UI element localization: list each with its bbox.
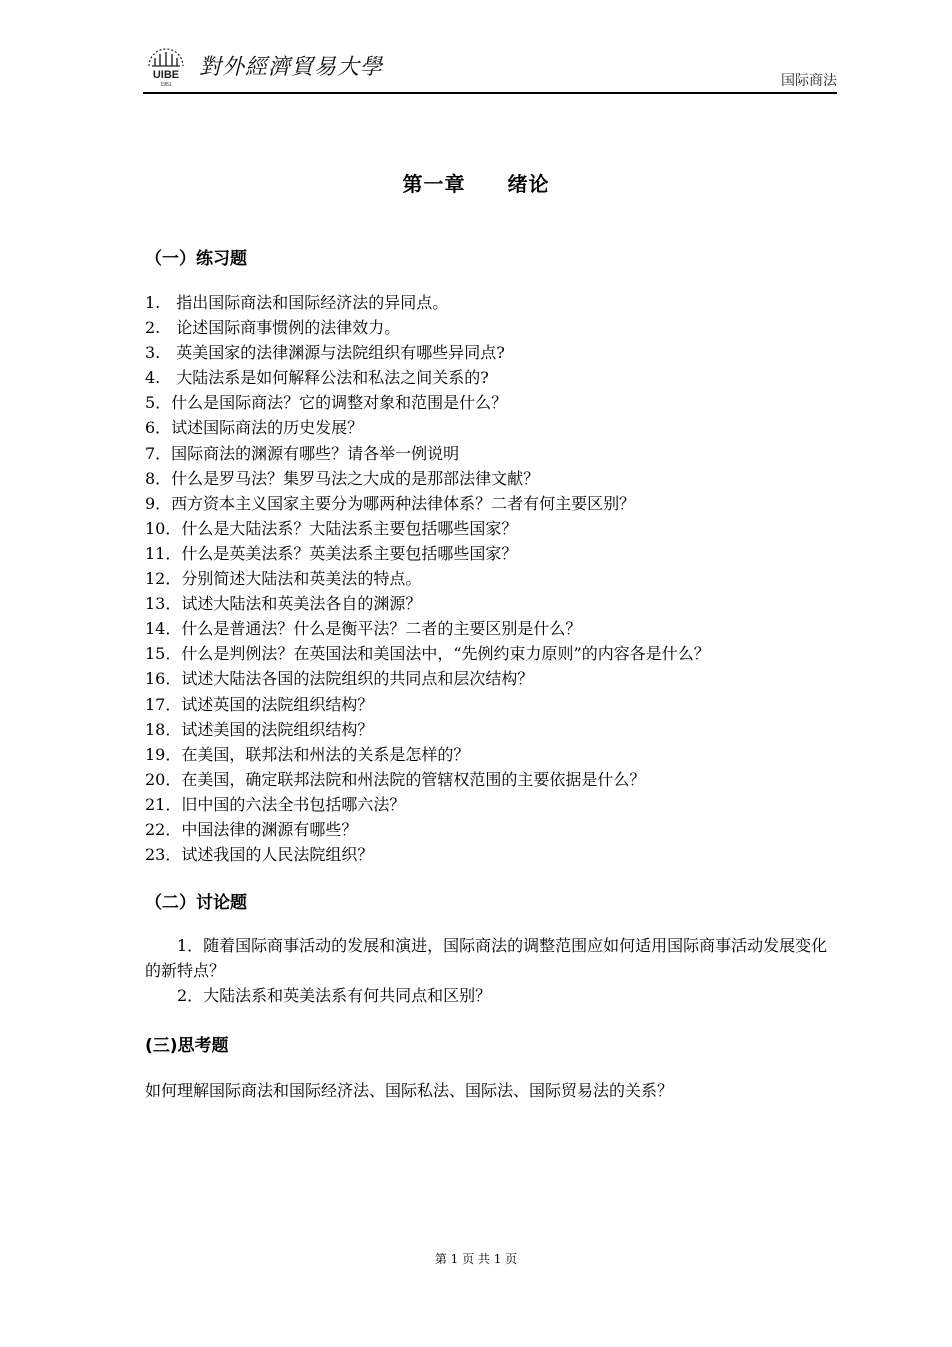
section-discussion-heading: （二）讨论题	[145, 893, 247, 913]
question-item: 11．什么是英美法系？英美法系主要包括哪些国家？	[145, 543, 518, 563]
question-item: 5．什么是国际商法？它的调整对象和范围是什么？	[145, 393, 508, 413]
question-item: 14．什么是普通法？什么是衡平法？二者的主要区别是什么？	[145, 619, 582, 639]
discussion-item-1: 1．随着国际商事活动的发展和演进，国际商法的调整范围应如何适用国际商事活动发展变化的新特点？	[145, 936, 828, 980]
question-item: 21．旧中国的六法全书包括哪六法？	[145, 794, 406, 814]
page-header	[143, 38, 837, 94]
question-item: 20．在美国，确定联邦法院和州法院的管辖权范围的主要依据是什么？	[145, 769, 646, 789]
question-item: 23．试述我国的人民法院组织？	[145, 845, 374, 865]
exercise-question-list	[145, 290, 710, 867]
section-exercises-heading: （一）练习题	[145, 249, 247, 269]
course-name: 国际商法	[781, 73, 837, 89]
question-item: 1. 指出国际商法和国际经济法的异同点。	[145, 293, 449, 312]
question-item: 8．什么是罗马法？集罗马法之大成的是那部法律文献？	[145, 468, 540, 488]
question-item: 18．试述美国的法院组织结构？	[145, 719, 374, 739]
question-item: 2. 论述国际商事惯例的法律效力。	[145, 318, 401, 338]
question-item: 19．在美国，联邦法和州法的关系是怎样的？	[145, 744, 470, 764]
section-reflection-heading: (三)思考题	[145, 1036, 229, 1056]
question-item: 6．试述国际商法的历史发展？	[145, 418, 364, 438]
page-footer: 第 1 页 共 1 页	[434, 1252, 518, 1266]
university-logo	[143, 44, 189, 88]
university-name: 對外經濟貿易大學	[199, 55, 384, 80]
question-item: 3. 英美国家的法律渊源与法院组织有哪些异同点?	[145, 343, 505, 363]
university-emblem-icon	[143, 44, 189, 88]
question-item: 12．分别简述大陆法和英美法的特点。	[145, 569, 422, 589]
logo-abbrev: UIBE	[152, 69, 180, 81]
discussion-item-2: 2．大陆法系和英美法系有何共同点和区别？	[177, 986, 492, 1005]
question-item: 9．西方资本主义国家主要分为哪两种法律体系？二者有何主要区别？	[145, 493, 636, 513]
question-item: 17．试述英国的法院组织结构？	[145, 694, 374, 714]
question-item: 22．中国法律的渊源有哪些？	[145, 819, 358, 839]
reflection-question: 如何理解国际商法和国际经济法、国际私法、国际法、国际贸易法的关系？	[145, 1081, 674, 1100]
header-divider	[143, 92, 837, 94]
logo-year: 1951	[160, 82, 172, 88]
question-item: 13．试述大陆法和英美法各自的渊源？	[145, 594, 422, 614]
question-item: 16．试述大陆法各国的法院组织的共同点和层次结构？	[145, 669, 534, 689]
question-item: 7．国际商法的渊源有哪些？请各举一例说明	[145, 443, 460, 463]
chapter-title: 第一章 绪论	[402, 172, 550, 196]
question-item: 10．什么是大陆法系？大陆法系主要包括哪些国家？	[145, 518, 518, 538]
question-item: 4. 大陆法系是如何解释公法和私法之间关系的?	[145, 368, 489, 388]
question-item: 15．什么是判例法？在英国法和美国法中，“先例约束力原则”的内容各是什么？	[145, 644, 710, 664]
